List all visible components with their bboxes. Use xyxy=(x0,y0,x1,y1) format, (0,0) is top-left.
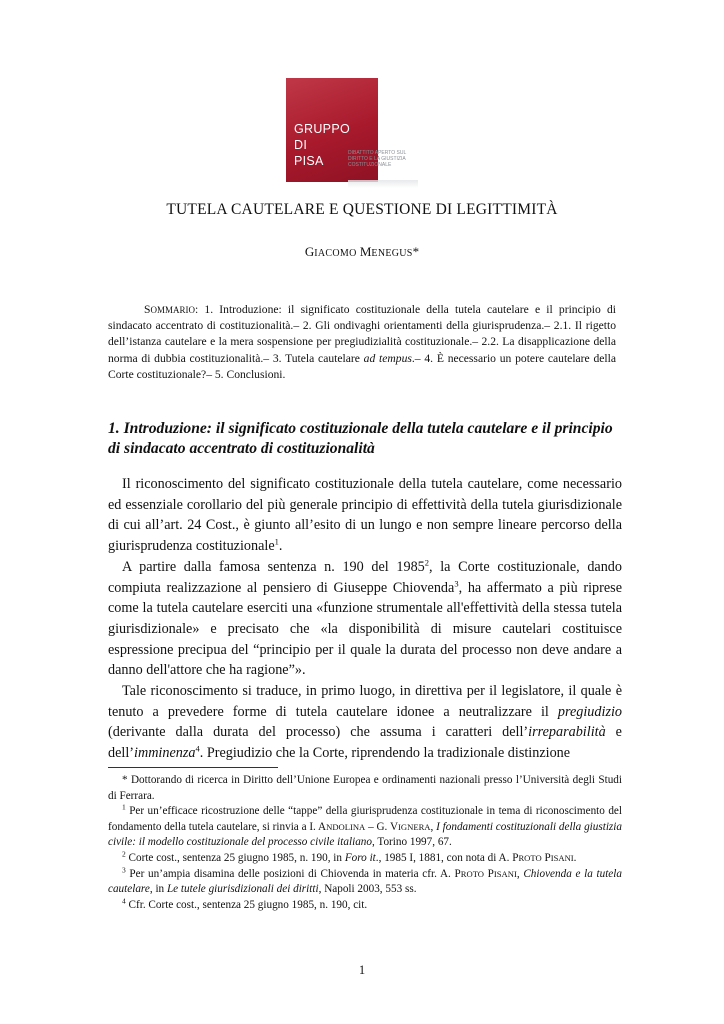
paper-title: TUTELA CAUTELARE E QUESTIONE DI LEGITTIMITÀ xyxy=(166,201,558,218)
logo-word: PISA xyxy=(294,154,324,168)
footnote: $^3$ Per un’ampia disamina delle posizioni di Chiovenda in materia cfr. A. PROTO PISANI, Chiovenda e la tutela cautelare, in Le tutele giurisdizionali dei diritti, Napoli 2003, 553 ss. xyxy=(108,864,622,896)
logo-word: GRUPPO xyxy=(294,122,350,136)
page-number: 1 xyxy=(358,963,366,977)
footnote: $^1$ Per un’efficace ricostruzione delle “tappe” della giurisprudenza costituzionale in tema di riconoscimento del fondamento della tutela cautelare, si rinvia a I. ANDOLINA – G. VIGNERA, I fondamenti costituzionali della giustizia civile: il modello costituzionale del processo civile italiano, Torino 1997, 67. xyxy=(108,802,622,849)
footnote-ref: 3 xyxy=(454,577,459,588)
footnote-separator xyxy=(108,767,278,768)
paragraph: Tale riconoscimento si traduce, in primo luogo, in direttiva per il legislatore, il quale è tenuto a prevedere forme di tutela cautelare idonee a neutralizzare il pregiudizio (derivante dalla durata del processo) che assuma i caratteri dell’irreparabilità e dell’imminenza$^4$. Pregiudizio che la Corte, riprendendo la tradizionale distinzione xyxy=(108,683,622,762)
body-text xyxy=(108,474,622,764)
footnote-ref: 4 xyxy=(195,743,200,754)
logo-reflection xyxy=(348,180,418,188)
section-heading: 1. Introduzione: il significato costituzionale della tutela cautelare e il principio di sindacato accentrato di costituzionalità xyxy=(108,420,613,457)
footnotes xyxy=(108,773,622,913)
footnote: $^4$ Cfr. Corte cost., sentenza 25 giugno 1985, n. 190, cit. xyxy=(122,896,368,911)
gruppo-di-pisa-logo xyxy=(286,78,420,198)
author-name: GIACOMO MENEGUS* xyxy=(304,244,420,259)
summary-label: SOMMARIO: xyxy=(144,303,199,316)
logo-tagline: DIBATTITO APERTO SUL DIRITTO E LA GIUSTIZIA COSTITUZIONALE xyxy=(348,150,407,168)
paragraph: A partire dalla famosa sentenza n. 190 del 1985$^2$, la Corte costituzionale, dando compiuta realizzazione al pensiero di Giuseppe Chiovenda$^3$, ha affermato a più riprese come la tutela cautelare eserciti una «funzione strumentale all'effettività della stessa tutela giurisdizionale» e precisato che «la disponibilità di misure cautelari costituisce espressione precipua del “principio per il quale la durata del processo non deve andare a danno dell'attore che ha ragione”». xyxy=(108,557,622,679)
footnote-ref: 1 xyxy=(274,536,279,547)
logo-word: DI xyxy=(294,138,308,152)
summary-block: SOMMARIO: 1. Introduzione: il significato costituzionale della tutela cautelare e il principio di sindacato accentrato di costituzionalità.– 2. Gli ondivaghi orientamenti della giurisprudenza.– 2.1. Il rigetto dell’istanza cautelare e la mera sospensione per pregiudizialità costituzionale.– 2.2. La disapplicazione della norma di dubbia costituzionalità.– 3. Tutela cautelare ad tempus.– 4. È necessario un potere cautelare della Corte costituzionale?– 5. Conclusioni. xyxy=(108,303,616,381)
footnote: $^2$ Corte cost., sentenza 25 giugno 1985, n. 190, in Foro it., 1985 I, 1881, con nota di A. PROTO PISANI. xyxy=(122,849,577,864)
footnote: * Dottorando di ricerca in Diritto dell’Unione Europea e ordinamenti nazionali presso l’Università degli Studi di Ferrara. xyxy=(108,774,622,802)
footnote-ref: 2 xyxy=(424,557,430,568)
paragraph: Il riconoscimento del significato costituzionale della tutela cautelare, come necessario ed essenziale corollario del più generale principio di effettività della tutela giurisdizionale di cui all’art. 24 Cost., è giunto all’esito di un lungo e non sempre lineare percorso della giurisprudenza costituzionale$^1$. xyxy=(108,476,622,555)
